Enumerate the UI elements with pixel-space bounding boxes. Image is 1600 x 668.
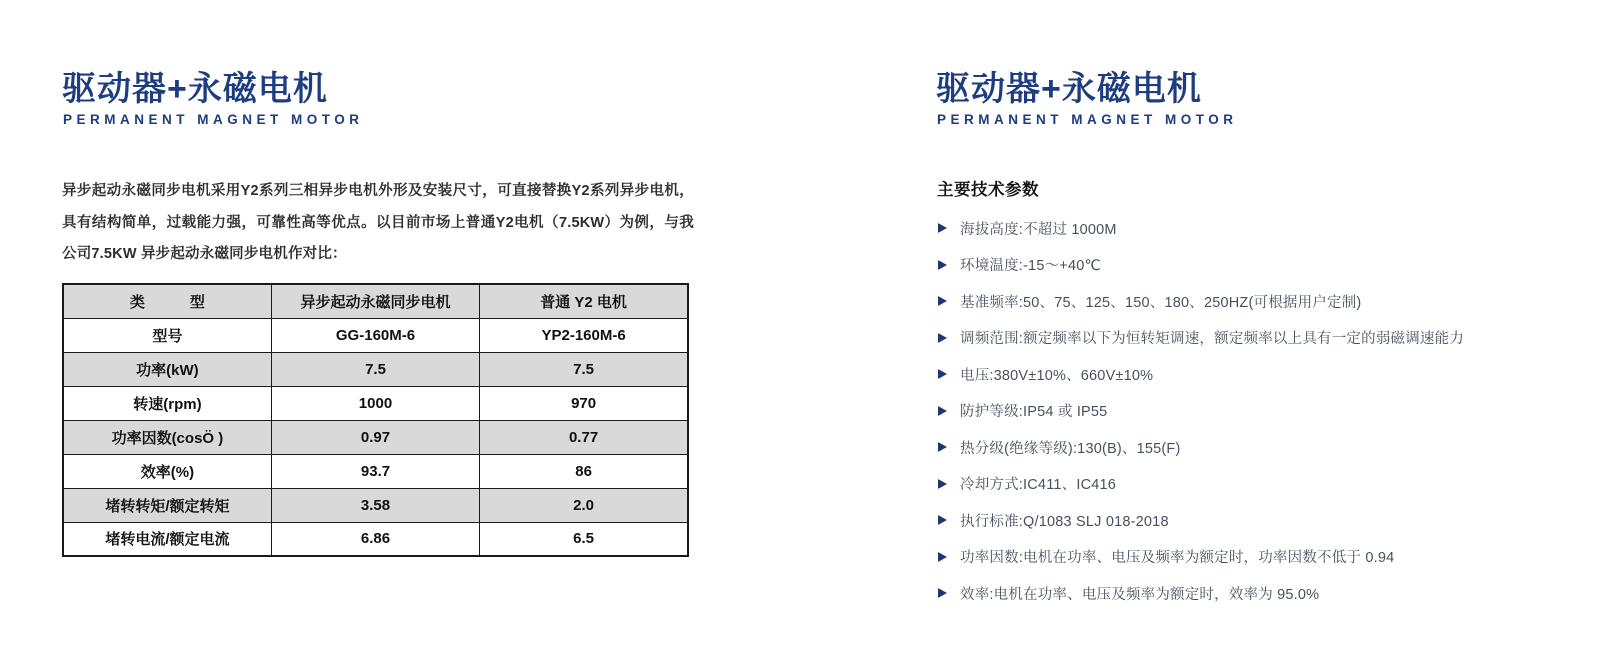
row-label-cell: 转速(rpm) — [63, 386, 271, 420]
spec-item-text: 功率因数:电机在功率、电压及频率为额定时，功率因数不低于 0.94 — [960, 550, 1395, 566]
table-row — [63, 386, 688, 420]
table-row — [63, 352, 688, 386]
spec-item — [938, 217, 1578, 239]
comparison-table — [62, 283, 689, 557]
right-page-title: 驱动器+永磁电机 — [936, 70, 1202, 108]
value-cell: YP2-160M-6 — [480, 318, 688, 352]
table-header-cell: 异步起动永磁同步电机 — [271, 284, 479, 318]
triangle-bullet-icon — [938, 369, 947, 379]
spec-item — [938, 546, 1578, 568]
spec-item — [938, 436, 1578, 458]
value-cell: 0.97 — [271, 420, 479, 454]
spec-item — [938, 509, 1578, 531]
triangle-bullet-icon — [938, 442, 947, 452]
row-label-cell: 型号 — [63, 318, 271, 352]
spec-item-text: 效率:电机在功率、电压及频率为额定时，效率为 95.0% — [960, 586, 1320, 603]
comparison-table-body — [63, 318, 688, 556]
triangle-bullet-icon — [938, 296, 947, 306]
value-cell: 86 — [480, 454, 688, 488]
spec-item-text: 冷却方式:IC411、IC416 — [960, 477, 1117, 493]
spec-item — [938, 473, 1578, 495]
spec-item-text: 防护等级:IP54 或 IP55 — [960, 404, 1108, 420]
row-label-cell: 功率(kW) — [63, 352, 271, 386]
value-cell: 93.7 — [271, 454, 479, 488]
row-label-cell: 堵转转矩/额定转矩 — [63, 488, 271, 522]
left-page-subtitle: PERMANENT MAGNET MOTOR — [63, 112, 364, 127]
spec-item-text: 调频范围:额定频率以下为恒转矩调速，额定频率以上具有一定的弱磁调速能力 — [960, 331, 1465, 347]
spec-item-text: 热分级(绝缘等级):130(B)、155(F) — [960, 440, 1181, 457]
triangle-bullet-icon — [938, 223, 947, 233]
spec-item — [938, 327, 1578, 349]
triangle-bullet-icon — [938, 479, 947, 489]
intro-paragraph: 异步起动永磁同步电机采用Y2系列三相异步电机外形及安装尺寸，可直接替换Y2系列异步电机，具有结构简单，过载能力强，可靠性高等优点。以目前市场上普通Y2电机（7.5KW）为例，与我公司7.5KW 异步起动永磁同步电机作对比： — [62, 183, 694, 262]
value-cell: 2.0 — [480, 488, 688, 522]
spec-item-text: 基准频率:50、75、125、150、180、250HZ(可根据用户定制) — [960, 294, 1362, 311]
value-cell: 7.5 — [271, 352, 479, 386]
spec-item-text: 海拔高度:不超过 1000M — [960, 221, 1117, 238]
value-cell: 6.5 — [480, 522, 688, 556]
tech-params-heading: 主要技术参数 — [937, 181, 1039, 199]
triangle-bullet-icon — [938, 515, 947, 525]
table-header-cell: 类 型 — [63, 284, 271, 318]
value-cell: 1000 — [271, 386, 479, 420]
spec-item-text: 电压:380V±10%、660V±10% — [960, 367, 1154, 384]
spec-item-text: 环境温度:-15～+40℃ — [960, 258, 1101, 274]
row-label-cell: 堵转电流/额定电流 — [63, 522, 271, 556]
row-label-cell: 效率(%) — [63, 454, 271, 488]
spec-item — [938, 254, 1578, 276]
table-header-row — [63, 284, 688, 318]
row-label-cell: 功率因数(cosÖ ) — [63, 420, 271, 454]
left-page-title: 驱动器+永磁电机 — [62, 70, 328, 108]
right-page-subtitle: PERMANENT MAGNET MOTOR — [937, 112, 1238, 127]
spec-item — [938, 400, 1578, 422]
triangle-bullet-icon — [938, 260, 947, 270]
spec-item — [938, 363, 1578, 385]
triangle-bullet-icon — [938, 333, 947, 343]
value-cell: 7.5 — [480, 352, 688, 386]
value-cell: GG-160M-6 — [271, 318, 479, 352]
comparison-table-head — [63, 284, 688, 318]
table-header-cell: 普通 Y2 电机 — [480, 284, 688, 318]
table-row — [63, 454, 688, 488]
value-cell: 6.86 — [271, 522, 479, 556]
table-row — [63, 420, 688, 454]
value-cell: 970 — [480, 386, 688, 420]
tech-params-list — [938, 217, 1578, 619]
value-cell: 0.77 — [480, 420, 688, 454]
spec-item-text: 执行标准:Q/1083 SLJ 018-2018 — [960, 513, 1169, 530]
triangle-bullet-icon — [938, 406, 947, 416]
spec-item — [938, 582, 1578, 604]
table-row — [63, 522, 688, 556]
value-cell: 3.58 — [271, 488, 479, 522]
table-row — [63, 318, 688, 352]
triangle-bullet-icon — [938, 588, 947, 598]
triangle-bullet-icon — [938, 552, 947, 562]
spec-item — [938, 290, 1578, 312]
table-row — [63, 488, 688, 522]
